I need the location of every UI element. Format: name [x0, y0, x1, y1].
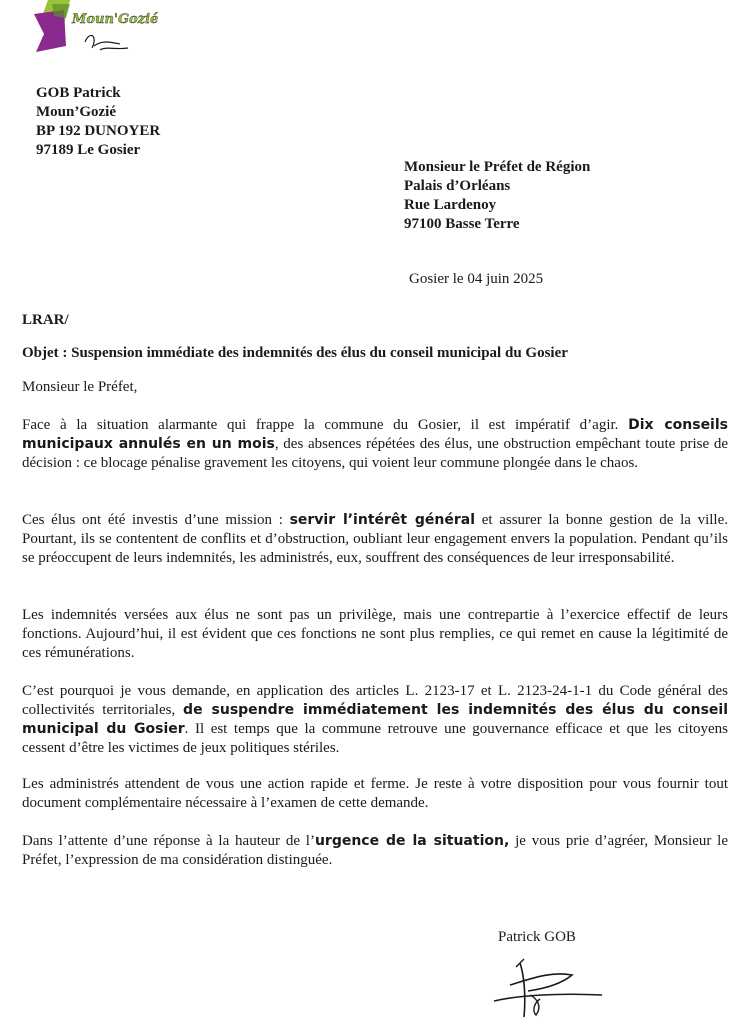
recipient-street: Rue Lardenoy: [404, 197, 497, 213]
paragraph-text: Les administrés attendent de vous une action rapide et ferme. Je reste à votre disposition pour vous fournir tout document complémentaire nécessaire à l’examen de cette demande.: [22, 776, 728, 811]
paragraph-text: Dans l’attente d’une réponse à la hauteur de l’: [22, 833, 315, 849]
body-paragraph-1: [22, 416, 728, 473]
paragraph-emphasis: Dix conseils municipaux annulés en un mois: [22, 417, 728, 452]
signer-name: Patrick GOB: [498, 929, 576, 945]
logo-text: Moun'Gozié: [72, 12, 159, 27]
sender-organization: Moun’Gozié: [36, 104, 116, 120]
sender-name: GOB Patrick: [36, 85, 121, 101]
letter-date: Gosier le 04 juin 2025: [409, 271, 544, 287]
paragraph-text: Les indemnités versées aux élus ne sont pas un privilège, mais une contrepartie à l’exercice effectif de leurs fonctions. Aujourd’hui, il est évident que ces fonctions ne sont plus remplies, ce qui remet en cause la légitimité de ces rémunérations.: [22, 607, 728, 661]
body-paragraph-6: [22, 832, 728, 870]
paragraph-text: et assurer la bonne gestion de la ville. Pourtant, ils se contentent de conflits et d’obstruction, oubliant leur engagement envers la population. Pendant qu’ils se préoccupent de leurs indemnités, les administrés, eux, souffrent des conséquences de leur irresponsabilité.: [22, 512, 728, 566]
salutation: Monsieur le Préfet,: [22, 379, 138, 395]
moun-gozie-logo: [30, 0, 159, 68]
letter-subject: Objet : Suspension immédiate des indemnités des élus du conseil municipal du Gosier: [22, 345, 568, 361]
letter-reference: LRAR/: [22, 312, 69, 328]
recipient-address: [404, 158, 590, 234]
paragraph-emphasis: servir l’intérêt général: [289, 512, 476, 528]
paragraph-emphasis: urgence de la situation,: [314, 833, 510, 849]
recipient-title: Monsieur le Préfet de Région: [404, 159, 591, 175]
handwritten-signature: [480, 955, 610, 1021]
paragraph-text: Ces élus ont été investis d’une mission :: [22, 512, 290, 528]
body-paragraph-3: [22, 606, 728, 663]
recipient-city: 97100 Basse Terre: [404, 216, 520, 232]
recipient-building: Palais d’Orléans: [404, 178, 511, 194]
paragraph-emphasis: de suspendre immédiatement les indemnités des élus du conseil municipal du Gosier: [22, 702, 728, 737]
paragraph-text: je vous prie d’agréer, Monsieur le Préfet, l’expression de ma considération distinguée.: [22, 833, 728, 868]
sender-po-box: BP 192 DUNOYER: [36, 123, 161, 139]
body-paragraph-5: [22, 775, 728, 813]
body-paragraph-4: [22, 682, 728, 758]
paragraph-text: , des absences répétées des élus, une obstruction empêchant toute prise de décision : ce blocage pénalise gravement les citoyens, qui voient leur commune plongée dans le chaos.: [22, 436, 728, 471]
paragraph-text: . Il est temps que la commune retrouve une gouvernance efficace et que les citoyens cessent d’être les victimes de jeux politiques stériles.: [22, 721, 729, 756]
sender-address: [36, 84, 160, 160]
body-paragraph-2: [22, 511, 728, 568]
paragraph-text: Face à la situation alarmante qui frappe la commune du Gosier, il est impératif d’agir.: [22, 417, 629, 433]
paragraph-text: C’est pourquoi je vous demande, en application des articles L. 2123-17 et L. 2123-24-1-1 du Code général des collectivités territoriales,: [22, 683, 728, 718]
sender-city: 97189 Le Gosier: [36, 142, 141, 158]
